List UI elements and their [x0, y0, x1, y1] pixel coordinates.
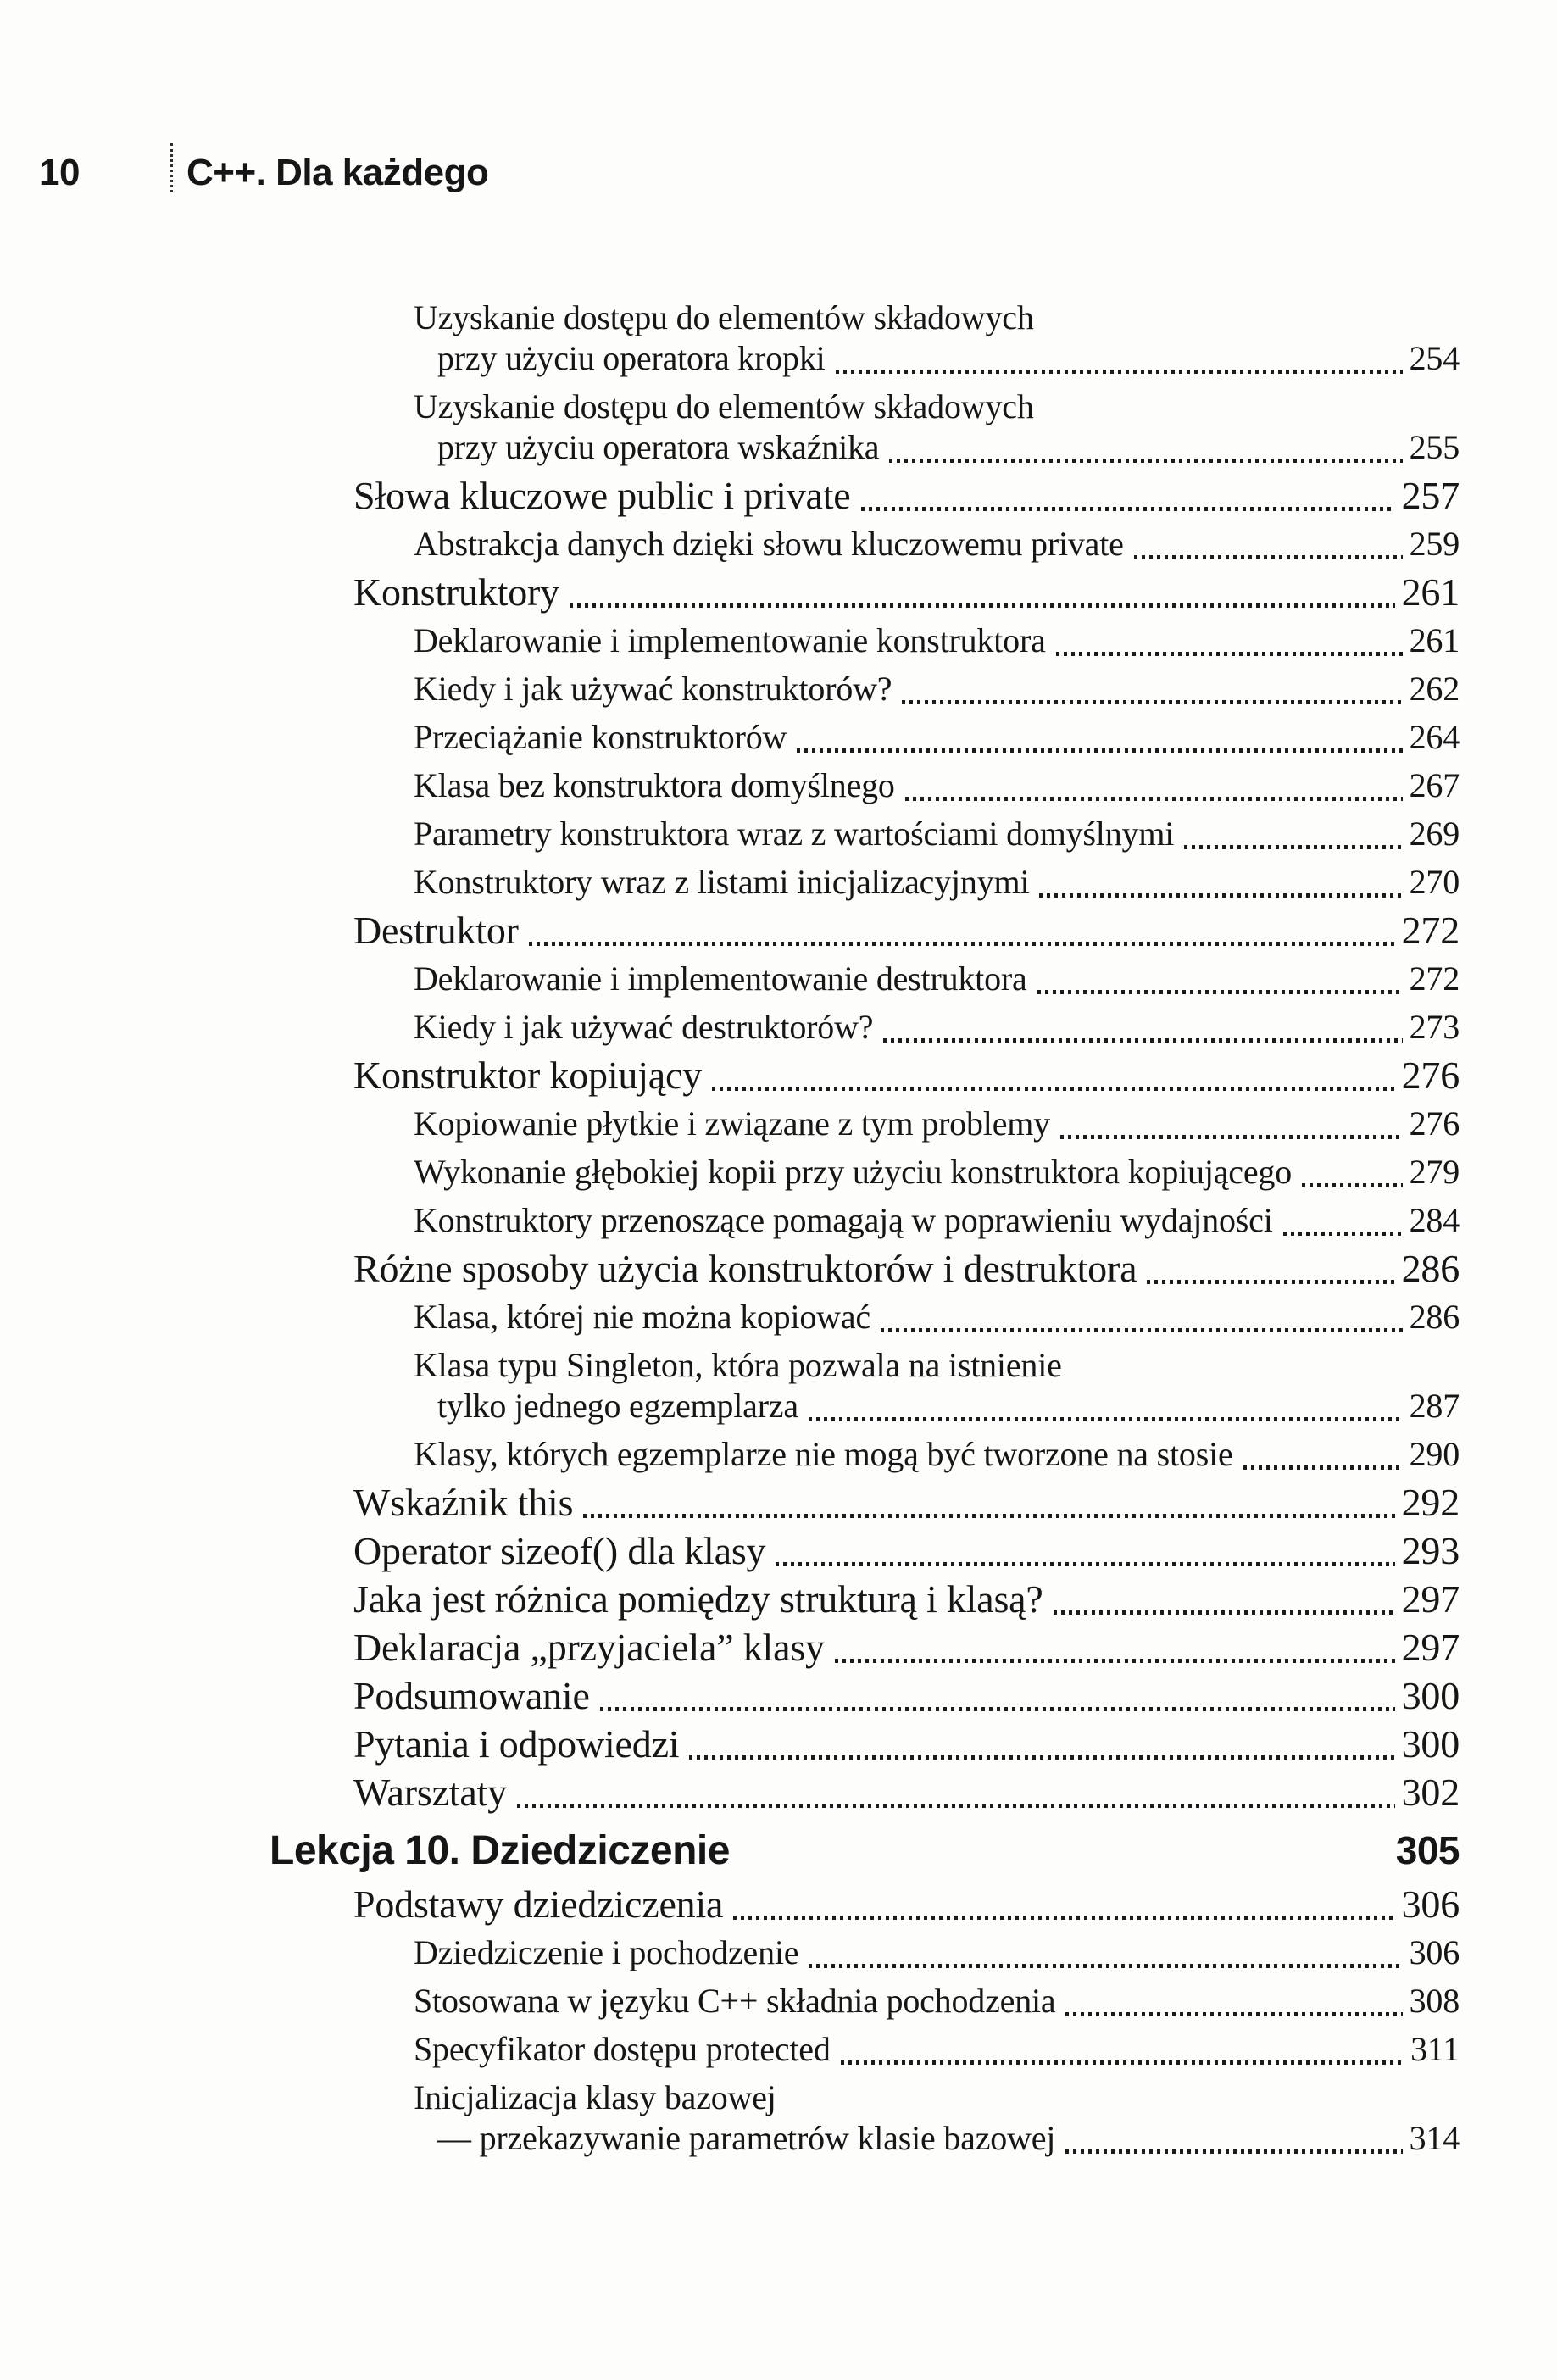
toc-entry	[270, 1051, 1460, 1099]
toc-page-number: 261	[1409, 621, 1460, 659]
toc-entry-row	[353, 1244, 1460, 1293]
toc-page-number: 267	[1409, 766, 1460, 804]
toc-page-number: 272	[1409, 959, 1460, 998]
dot-leader	[776, 1562, 1394, 1566]
toc-list	[270, 293, 1460, 2162]
toc-entry-title: Klasa bez konstruktora domyślnego	[414, 766, 895, 804]
toc-entry	[270, 1880, 1460, 1928]
toc-entry-title: Podstawy dziedziczenia	[353, 1882, 724, 1926]
toc-entry	[270, 809, 1460, 858]
toc-entry-row	[414, 713, 1460, 761]
dot-leader	[733, 1916, 1394, 1920]
toc-entry	[270, 1341, 1460, 1430]
toc-entry-title: Konstruktor kopiujący	[353, 1054, 703, 1097]
toc-page-number: 308	[1409, 1982, 1460, 2020]
toc-entry	[270, 1575, 1460, 1623]
toc-page-number: 286	[1409, 1298, 1460, 1336]
toc-entry-row	[414, 1977, 1460, 2025]
dot-leader	[835, 1659, 1395, 1663]
dot-leader	[1054, 1610, 1395, 1615]
toc-entry-title: Abstrakcja danych dzięki słowu kluczowemu private	[414, 525, 1124, 563]
toc-entry-title: Konstruktory	[353, 570, 559, 614]
toc-entry	[270, 1671, 1460, 1720]
toc-entry-row	[414, 1099, 1460, 1148]
toc-entry	[270, 1526, 1460, 1575]
dot-leader	[1056, 652, 1403, 656]
toc-entry-title: Dziedziczenie i pochodzenie	[414, 1933, 799, 1971]
toc-entry	[270, 1928, 1460, 1977]
toc-entry-row	[414, 809, 1460, 858]
toc-page-number: 276	[1401, 1054, 1460, 1097]
dot-leader	[1134, 555, 1403, 559]
toc-entry-row	[353, 1623, 1460, 1671]
toc-entry-title: Operator sizeof() dla klasy	[353, 1529, 766, 1572]
toc-entry-title: Warsztaty	[353, 1771, 507, 1814]
toc-entry-title: Słowa kluczowe public i private	[353, 474, 851, 517]
dot-leader	[905, 797, 1403, 801]
toc-page-number: 306	[1409, 1933, 1460, 1971]
toc-entry-title: Specyfikator dostępu protected	[414, 2030, 831, 2068]
dot-leader	[1037, 990, 1403, 994]
toc-page-number: 255	[1409, 428, 1460, 466]
toc-entry	[270, 293, 1460, 382]
toc-entry	[270, 1478, 1460, 1526]
toc-page-number: 306	[1401, 1882, 1460, 1926]
toc-page-number: 261	[1401, 570, 1460, 614]
toc-entry-title: Klasa, której nie można kopiować	[414, 1298, 870, 1336]
toc-entry-row	[353, 1671, 1460, 1720]
toc-entry	[270, 713, 1460, 761]
toc-entry-row	[353, 568, 1460, 616]
dot-leader	[529, 942, 1395, 946]
toc-entry-row	[353, 471, 1460, 520]
toc-entry	[270, 954, 1460, 1003]
toc-entry	[270, 2073, 1460, 2162]
toc-entry-row	[414, 2025, 1460, 2073]
toc-entry-row	[414, 761, 1460, 809]
toc-page-number: 254	[1409, 339, 1460, 377]
dot-leader	[861, 507, 1395, 511]
toc-entry-title: Deklarowanie i implementowanie konstruktora	[414, 621, 1046, 659]
dot-leader	[881, 1328, 1403, 1332]
dot-leader	[583, 1514, 1394, 1518]
toc-entry-title: Kopiowanie płytkie i związane z tym problemy	[414, 1104, 1050, 1143]
toc-page-number: 300	[1401, 1722, 1460, 1766]
toc-entry	[270, 2025, 1460, 2073]
toc-entry	[270, 1099, 1460, 1148]
toc-page-number: 273	[1409, 1008, 1460, 1046]
toc-entry	[270, 858, 1460, 906]
toc-entry-title: Stosowana w języku C++ składnia pochodzenia	[414, 1982, 1056, 2020]
dot-leader	[600, 1707, 1395, 1711]
toc-entry-row	[414, 2114, 1460, 2162]
toc-entry-row	[414, 954, 1460, 1003]
toc-page-number: 297	[1401, 1577, 1460, 1621]
toc-entry-row	[353, 1575, 1460, 1623]
toc-page-number: 257	[1401, 474, 1460, 517]
toc-entry	[270, 1196, 1460, 1244]
toc-entry-row	[414, 858, 1460, 906]
toc-entry-row	[353, 906, 1460, 954]
toc-entry-row	[414, 520, 1460, 568]
toc-entry-row	[353, 1720, 1460, 1768]
toc-entry-row	[353, 1768, 1460, 1816]
toc-entry-title: Konstruktory wraz z listami inicjalizacyjnymi	[414, 863, 1030, 901]
dot-leader	[1243, 1465, 1403, 1470]
toc-entry	[270, 382, 1460, 471]
toc-entry-title: Podsumowanie	[353, 1674, 590, 1717]
toc-page-number: 272	[1401, 909, 1460, 952]
toc-entry-title: przy użyciu operatora kropki	[437, 339, 826, 377]
dot-leader	[1065, 2012, 1402, 2016]
toc-entry	[270, 1003, 1460, 1051]
toc-page-number: 311	[1410, 2030, 1460, 2068]
toc-entry-title: Wykonanie głębokiej kopii przy użyciu konstruktora kopiującego	[414, 1153, 1293, 1191]
toc-entry-row	[414, 1003, 1460, 1051]
toc-page-number: 264	[1409, 718, 1460, 756]
toc-entry	[270, 471, 1460, 520]
dot-leader	[836, 370, 1403, 374]
toc-entry-title: Kiedy i jak używać konstruktorów?	[414, 670, 892, 708]
toc-entry	[270, 1430, 1460, 1478]
toc-entry-title-line: Uzyskanie dostępu do elementów składowych	[414, 298, 1034, 336]
toc-entry-title: tylko jednego egzemplarza	[437, 1387, 798, 1425]
toc-entry-title: Lekcja 10. Dziedziczenie	[270, 1828, 730, 1873]
toc-entry-row	[353, 1880, 1460, 1928]
dot-leader	[809, 1964, 1402, 1968]
toc-entry-title-line: Klasa typu Singleton, która pozwala na istnienie	[414, 1346, 1062, 1384]
toc-page-number: 292	[1401, 1481, 1460, 1524]
toc-entry-row	[414, 1430, 1460, 1478]
dot-leader	[689, 1755, 1394, 1760]
toc-entry	[270, 520, 1460, 568]
toc-entry-row	[414, 1928, 1460, 1977]
toc-page-number: 259	[1409, 525, 1460, 563]
toc-entry	[270, 1244, 1460, 1293]
toc-entry-title: Pytania i odpowiedzi	[353, 1722, 680, 1766]
toc-entry	[270, 1293, 1460, 1341]
toc-entry	[270, 761, 1460, 809]
toc-entry	[270, 568, 1460, 616]
dot-leader	[883, 1038, 1402, 1043]
toc-entry-title: Destruktor	[353, 909, 519, 952]
dot-leader	[712, 1087, 1395, 1091]
toc-page-number: 305	[1395, 1828, 1460, 1872]
dot-leader	[797, 748, 1402, 753]
dot-leader	[1147, 1280, 1394, 1284]
toc-page-number: 290	[1409, 1435, 1460, 1473]
dot-leader	[1184, 845, 1402, 849]
toc-entry-row	[414, 665, 1460, 713]
toc-entry	[270, 1720, 1460, 1768]
toc-entry-title: Przeciążanie konstruktorów	[414, 718, 787, 756]
toc-entry-row	[353, 1051, 1460, 1099]
leader-spacer	[740, 1862, 1389, 1866]
toc-page-number: 302	[1401, 1771, 1460, 1814]
toc-page-number: 262	[1409, 670, 1460, 708]
dot-leader	[1302, 1183, 1403, 1187]
toc-entry-title-line: Inicjalizacja klasy bazowej	[414, 2078, 776, 2116]
toc-entry-title: Kiedy i jak używać destruktorów?	[414, 1008, 874, 1046]
toc-page-number: 297	[1401, 1626, 1460, 1669]
toc-entry-title: Deklarowanie i implementowanie destruktora	[414, 959, 1027, 998]
toc-entry-row	[414, 616, 1460, 665]
toc-page-number: 276	[1409, 1104, 1460, 1143]
toc-entry	[270, 1148, 1460, 1196]
toc-page-number: 286	[1401, 1247, 1460, 1290]
toc-entry-row	[414, 1293, 1460, 1341]
toc-entry-title: Parametry konstruktora wraz z wartościami domyślnymi	[414, 815, 1175, 853]
toc-entry	[270, 1768, 1460, 1816]
dot-leader	[889, 459, 1402, 463]
toc-entry	[270, 906, 1460, 954]
toc-page-number: 284	[1409, 1201, 1460, 1239]
toc-page-number: 314	[1409, 2119, 1460, 2157]
dot-leader	[517, 1804, 1395, 1808]
toc-page-number: 293	[1401, 1529, 1460, 1572]
toc-entry	[270, 1623, 1460, 1671]
toc-entry-row	[270, 1827, 1460, 1875]
toc-entry-title: Wskaźnik this	[353, 1481, 574, 1524]
toc-page-number: 279	[1409, 1153, 1460, 1191]
toc-page-number: 270	[1409, 863, 1460, 901]
dot-leader	[1283, 1232, 1403, 1236]
toc-entry-title: Jaka jest różnica pomiędzy strukturą i klasą?	[353, 1577, 1043, 1621]
toc-entry	[270, 1977, 1460, 2025]
toc-entry-title: Różne sposoby użycia konstruktorów i destruktora	[353, 1247, 1137, 1290]
toc-entry-row	[353, 1526, 1460, 1575]
dot-leader	[1060, 1135, 1403, 1139]
toc-entry	[270, 616, 1460, 665]
toc-entry-title: Deklaracja „przyjaciela” klasy	[353, 1626, 825, 1669]
dot-leader	[570, 603, 1395, 608]
toc-entry-title-line: Uzyskanie dostępu do elementów składowych	[414, 387, 1034, 425]
toc-entry-row	[414, 1148, 1460, 1196]
toc-entry-title: przy użyciu operatora wskaźnika	[437, 428, 880, 466]
toc-entry-title: Klasy, których egzemplarze nie mogą być tworzone na stosie	[414, 1435, 1233, 1473]
dot-leader	[902, 700, 1402, 704]
dot-leader	[841, 2060, 1404, 2065]
toc-page-number: 269	[1409, 815, 1460, 853]
page-number: 10	[39, 152, 80, 193]
running-title: C++. Dla każdego	[186, 152, 489, 193]
toc-entry	[270, 665, 1460, 713]
header-divider-rule	[170, 143, 173, 192]
toc-entry-row	[414, 1196, 1460, 1244]
toc-entry-row	[353, 1478, 1460, 1526]
toc-entry-title: Konstruktory przenoszące pomagają w poprawieniu wydajności	[414, 1201, 1273, 1239]
dot-leader	[809, 1417, 1403, 1421]
toc-page-number: 287	[1409, 1387, 1460, 1425]
toc-chapter-entry	[270, 1827, 1460, 1875]
dot-leader	[1039, 893, 1402, 898]
dot-leader	[1065, 2149, 1402, 2154]
toc-page-number: 300	[1401, 1674, 1460, 1717]
toc-entry-title: — przekazywanie parametrów klasie bazowej	[437, 2119, 1056, 2157]
